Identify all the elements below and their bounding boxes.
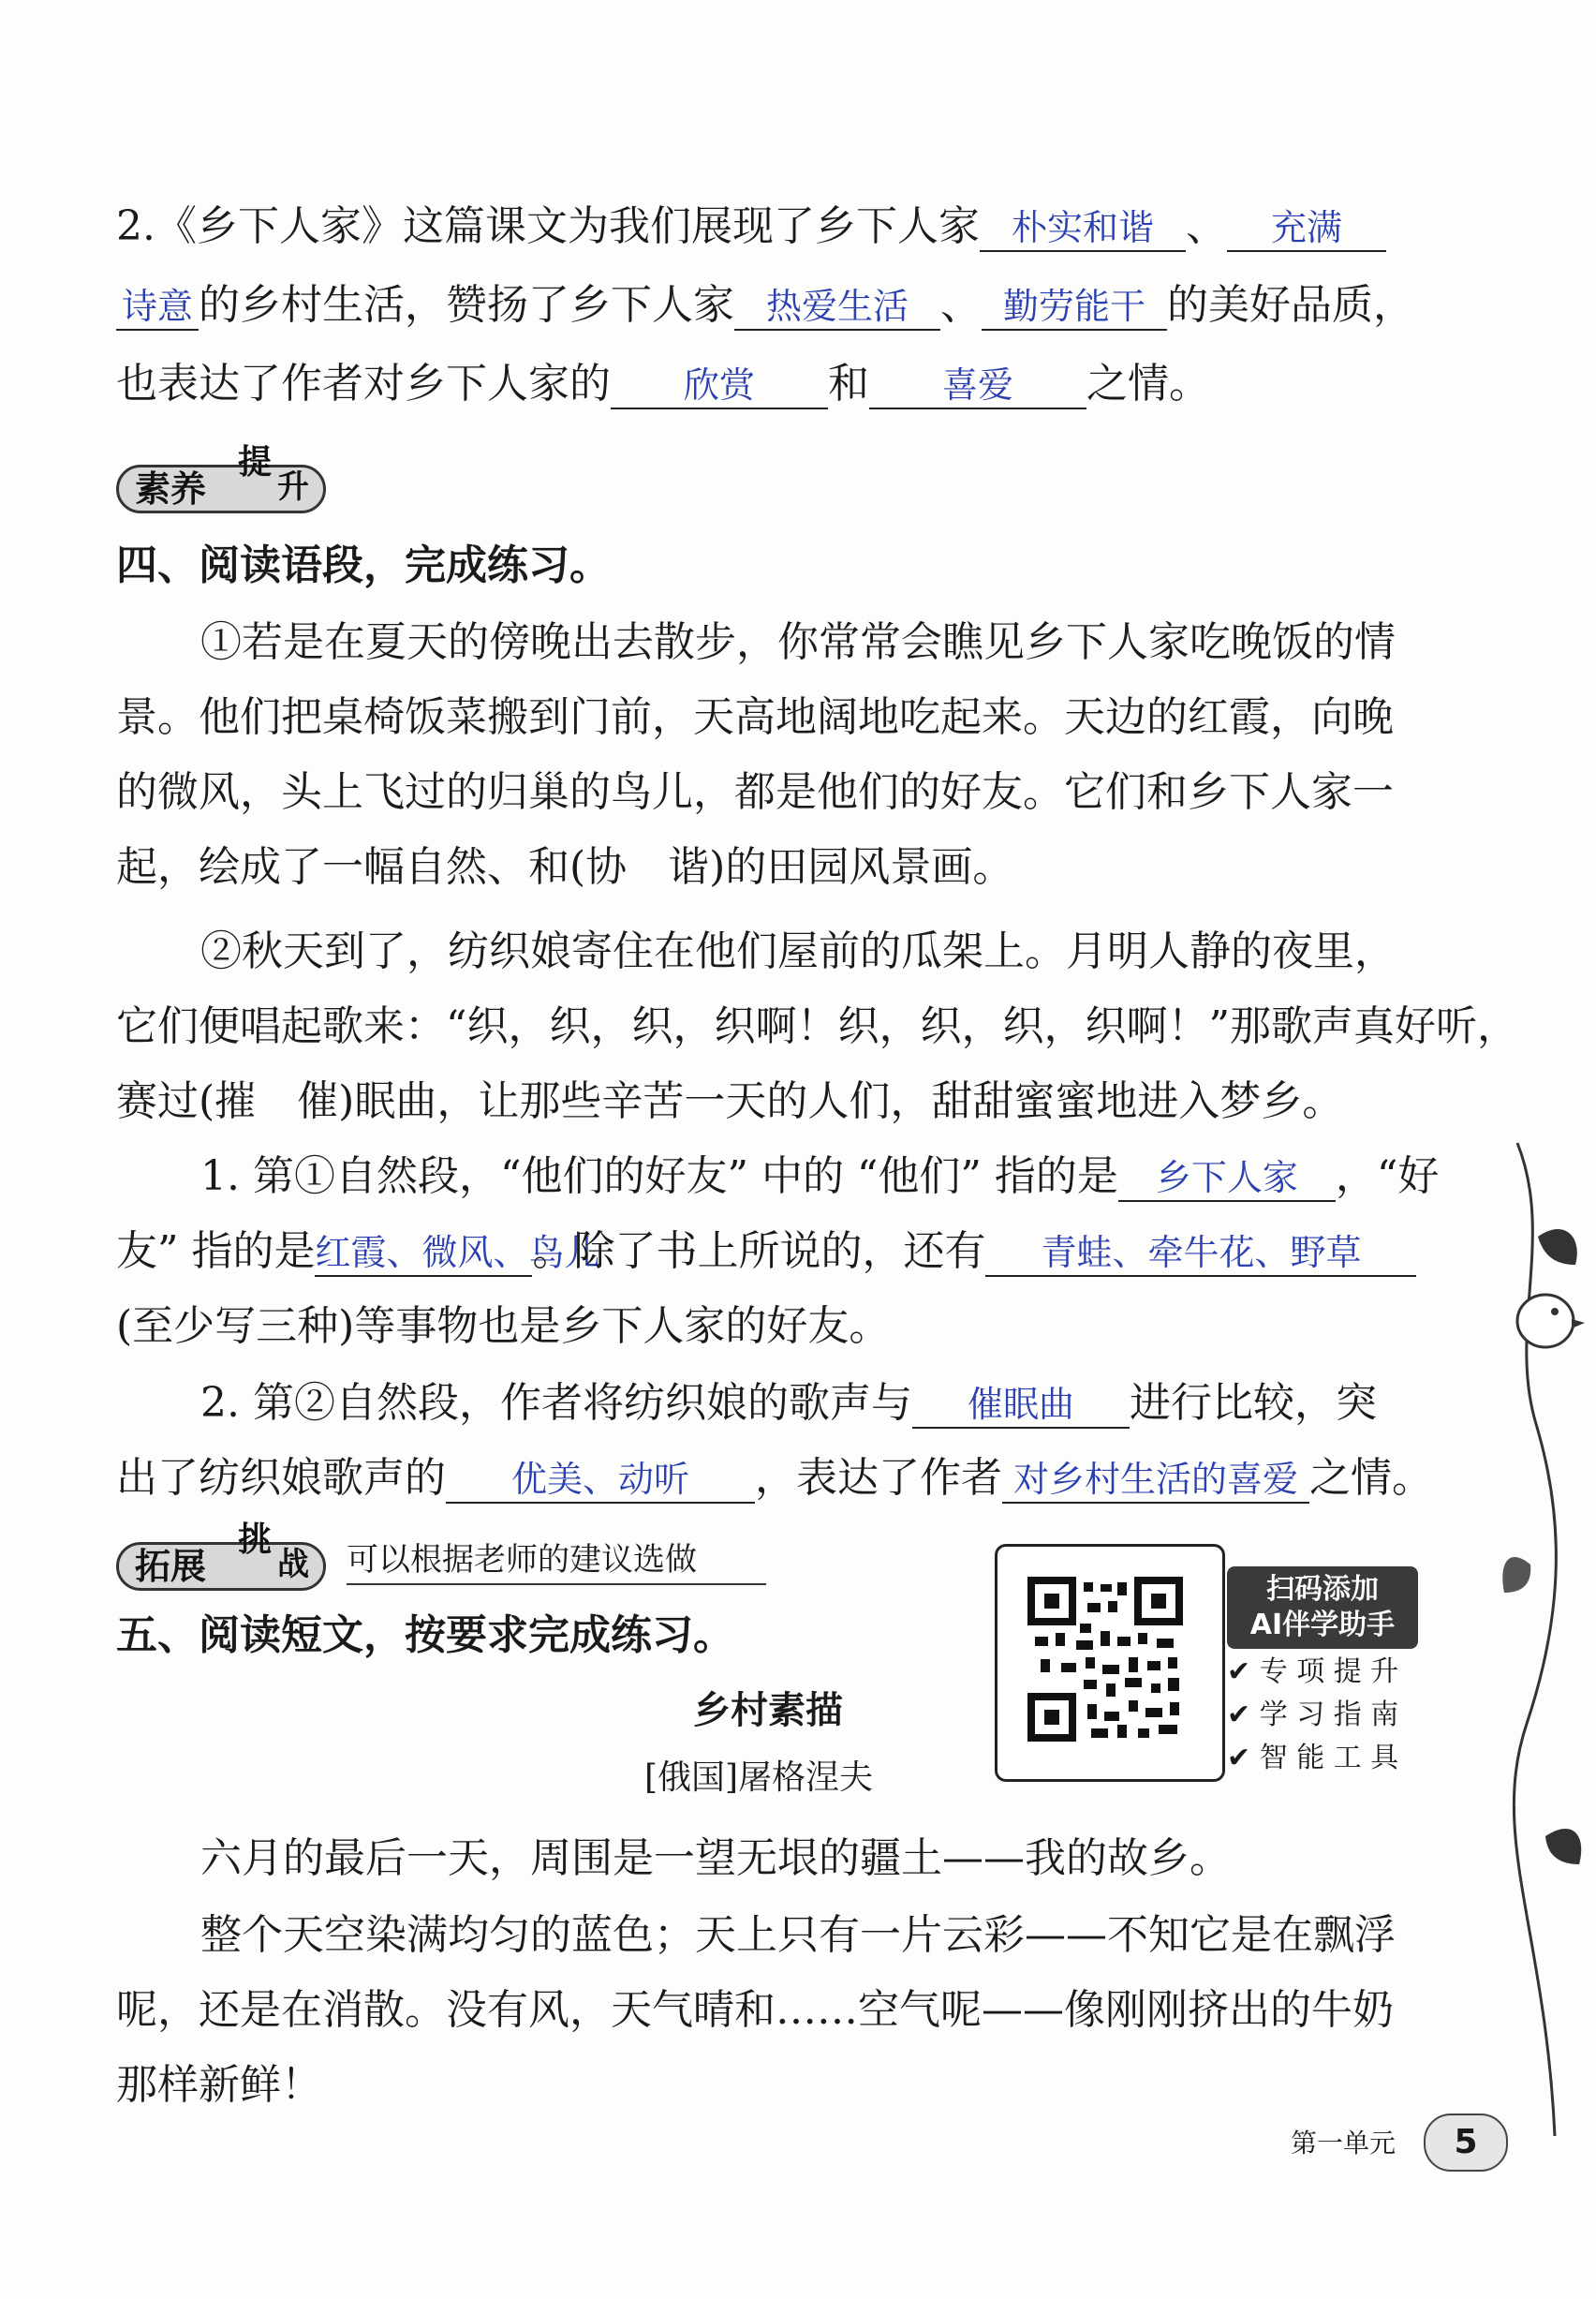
paragraph-line: 赛过(摧 催)眠曲，让那些辛苦一天的人们，甜甜蜜蜜地进入梦乡。 xyxy=(116,1077,1344,1125)
q2-text: 2.《乡下人家》这篇课文为我们展现了乡下人家 xyxy=(116,202,980,250)
question-text: 之情。 xyxy=(1309,1454,1433,1502)
question-text: 进行比较，突 xyxy=(1129,1379,1377,1427)
answer-blank[interactable]: 青蛙、牵牛花、野草 xyxy=(985,1230,1416,1277)
check-icon: ✔ xyxy=(1227,1655,1251,1688)
q2-text: 的美好品质， xyxy=(1167,281,1414,329)
check-icon: ✔ xyxy=(1227,1698,1251,1731)
badge-label-accent: 提 xyxy=(238,443,273,482)
qr-side-panel xyxy=(1227,1566,1418,1778)
question-text: ，表达了作者 xyxy=(755,1454,1002,1502)
answer-blank[interactable]: 红霞、微风、鸟儿 xyxy=(315,1230,532,1277)
vine-decoration-icon xyxy=(1489,1124,1592,2155)
question-1-line1 xyxy=(200,1149,1439,1205)
answer-blank[interactable]: 喜爱 xyxy=(869,363,1086,409)
paragraph-line: 那样新鲜！ xyxy=(116,2061,322,2109)
paragraph-line: 呢，还是在消散。没有风，天气晴和……空气呢——像刚刚挤出的牛奶 xyxy=(116,1986,1394,2034)
q2-line2 xyxy=(116,277,1414,334)
question-2-line2 xyxy=(116,1450,1433,1506)
question-text: 。除了书上所说的，还有 xyxy=(532,1227,986,1275)
part4-heading: 四、阅读语段，完成练习。 xyxy=(116,541,611,589)
page-number: 5 xyxy=(1424,2114,1508,2172)
question-text: 友” 指的是 xyxy=(116,1227,316,1275)
badge-label-accent: 战 xyxy=(277,1546,309,1583)
paragraph-line: 整个天空染满均匀的蓝色；天上只有一片云彩——不知它是在飘浮 xyxy=(200,1911,1396,1959)
answer-blank[interactable]: 勤劳能干 xyxy=(982,284,1167,331)
button-label: AI伴学助手 xyxy=(1249,1609,1396,1641)
question-text: 2. 第②自然段，作者将纺织娘的歌声与 xyxy=(200,1379,912,1427)
unit-label: 第一单元 xyxy=(1291,2128,1396,2158)
answer-blank[interactable]: 对乡村生活的喜爱 xyxy=(1002,1457,1309,1504)
part5-heading: 五、阅读短文，按要求完成练习。 xyxy=(116,1611,734,1659)
paragraph-line: ②秋天到了，纺织娘寄住在他们屋前的瓜架上。月明人静的夜里， xyxy=(200,927,1396,975)
scan-add-button[interactable] xyxy=(1227,1566,1418,1649)
separator: 、 xyxy=(1185,202,1227,250)
separator: 、 xyxy=(940,281,982,329)
q2-text: 的乡村生活，赞扬了乡下人家 xyxy=(199,281,734,329)
passage-title: 乡村素描 xyxy=(693,1688,843,1732)
paragraph-line: 景。他们把桌椅饭菜搬到门前，天高地阔地吃起来。天边的红霞，向晚 xyxy=(116,693,1394,741)
feature-label: 学 习 指 南 xyxy=(1259,1698,1399,1731)
paragraph-line: 六月的最后一天，周围是一望无垠的疆土——我的故乡。 xyxy=(200,1834,1231,1882)
paragraph-line: 它们便唱起歌来：“织，织，织，织啊！织，织，织，织啊！”那歌声真好听， xyxy=(116,1002,1518,1050)
answer-blank[interactable]: 朴实和谐 xyxy=(980,205,1186,252)
question-1-line2 xyxy=(116,1224,1416,1280)
question-2-line1 xyxy=(200,1375,1377,1431)
q2-line1 xyxy=(116,199,1386,255)
feature-item xyxy=(1227,1739,1418,1778)
answer-blank[interactable]: 诗意 xyxy=(116,284,199,331)
section-badge-challenge xyxy=(116,1520,333,1591)
q2-text: 和 xyxy=(828,360,869,408)
question-1-line3: (至少写三种)等事物也是乡下人家的好友。 xyxy=(116,1302,891,1350)
answer-blank[interactable]: 充满 xyxy=(1227,205,1386,252)
paragraph-line: 起，绘成了一幅自然、和(协 谐)的田园风景画。 xyxy=(116,843,1014,891)
paragraph-line: 的微风，头上飞过的归巢的鸟儿，都是他们的好友。它们和乡下人家一 xyxy=(116,768,1394,816)
feature-item xyxy=(1227,1696,1418,1735)
question-text: 1. 第①自然段，“他们的好友” 中的 “他们” 指的是 xyxy=(200,1152,1118,1200)
answer-blank[interactable]: 催眠曲 xyxy=(912,1382,1130,1429)
answer-blank[interactable]: 优美、动听 xyxy=(446,1457,755,1504)
feature-item xyxy=(1227,1653,1418,1692)
badge-label: 素养 xyxy=(135,468,207,510)
q2-text: 也表达了作者对乡下人家的 xyxy=(116,360,611,408)
check-icon: ✔ xyxy=(1227,1742,1251,1774)
feature-label: 智 能 工 具 xyxy=(1259,1742,1399,1774)
qr-code-icon xyxy=(998,1547,1217,1773)
q2-text: 之情。 xyxy=(1086,360,1210,408)
feature-label: 专 项 提 升 xyxy=(1259,1655,1399,1688)
button-label: 扫码添加 xyxy=(1266,1573,1379,1606)
passage-author: [俄国]屠格涅夫 xyxy=(644,1758,874,1797)
qr-code[interactable] xyxy=(995,1544,1225,1782)
answer-blank[interactable]: 乡下人家 xyxy=(1118,1155,1336,1202)
answer-blank[interactable]: 欣赏 xyxy=(611,363,828,409)
answer-blank[interactable]: 热爱生活 xyxy=(734,284,940,331)
question-text: ，“好 xyxy=(1335,1152,1440,1200)
paragraph-line: ①若是在夏天的傍晚出去散步，你常常会瞧见乡下人家吃晚饭的情 xyxy=(200,618,1396,666)
question-text: 出了纺织娘歌声的 xyxy=(116,1454,446,1502)
badge-label-accent: 升 xyxy=(277,468,309,506)
optional-note: 可以根据老师的建议选做 xyxy=(347,1536,766,1585)
q2-line3 xyxy=(116,356,1210,412)
badge-label: 拓展 xyxy=(135,1546,207,1587)
badge-label-accent: 挑 xyxy=(238,1520,273,1559)
section-badge-literacy xyxy=(116,443,333,513)
